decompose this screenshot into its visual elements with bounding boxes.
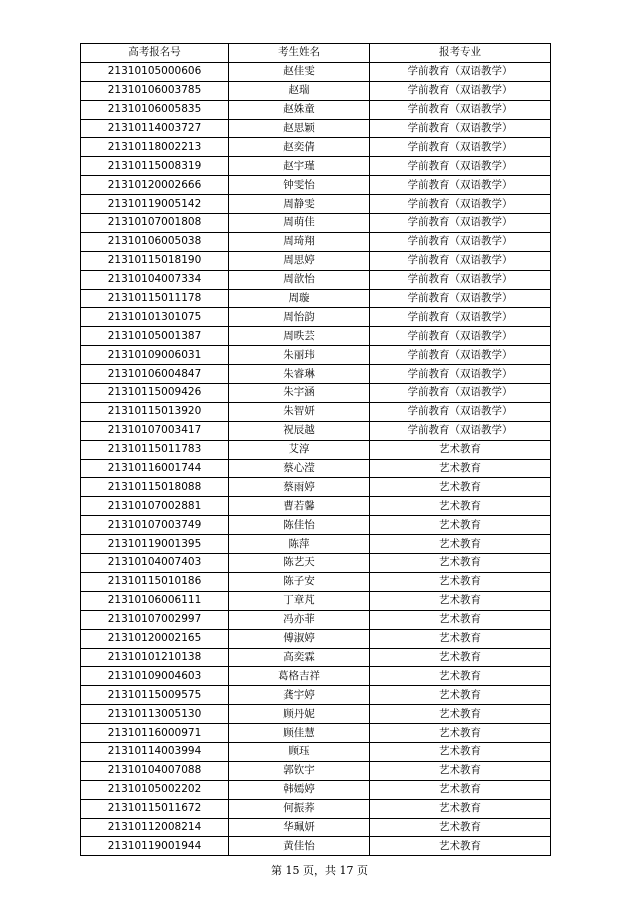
cell-major: 艺术教育	[370, 761, 551, 780]
cell-major: 艺术教育	[370, 478, 551, 497]
cell-registration-number: 21310107001808	[81, 214, 229, 233]
cell-student-name: 周思婷	[229, 251, 370, 270]
table-row	[81, 327, 551, 346]
cell-student-name: 蔡雨婷	[229, 478, 370, 497]
cell-student-name: 周怡韵	[229, 308, 370, 327]
cell-student-name: 高奕霖	[229, 648, 370, 667]
table-row	[81, 81, 551, 100]
table-row	[81, 667, 551, 686]
cell-registration-number: 21310115008319	[81, 157, 229, 176]
cell-student-name: 周琦翔	[229, 232, 370, 251]
cell-major: 艺术教育	[370, 686, 551, 705]
cell-student-name: 葛格吉祥	[229, 667, 370, 686]
cell-student-name: 赵佳雯	[229, 62, 370, 81]
cell-registration-number: 21310106004847	[81, 365, 229, 384]
cell-major: 艺术教育	[370, 837, 551, 856]
cell-major: 艺术教育	[370, 742, 551, 761]
cell-student-name: 赵宇瑾	[229, 157, 370, 176]
cell-major: 艺术教育	[370, 629, 551, 648]
table-row	[81, 384, 551, 403]
cell-major: 学前教育（双语教学）	[370, 176, 551, 195]
cell-major: 艺术教育	[370, 440, 551, 459]
cell-major: 学前教育（双语教学）	[370, 402, 551, 421]
table-row	[81, 157, 551, 176]
table-row	[81, 837, 551, 856]
cell-student-name: 顾佳慧	[229, 724, 370, 743]
cell-student-name: 朱智妍	[229, 402, 370, 421]
cell-registration-number: 21310105000606	[81, 62, 229, 81]
cell-student-name: 钟雯怡	[229, 176, 370, 195]
table-row	[81, 138, 551, 157]
cell-student-name: 陈佳怡	[229, 516, 370, 535]
cell-registration-number: 21310119001395	[81, 535, 229, 554]
cell-registration-number: 21310101301075	[81, 308, 229, 327]
cell-student-name: 赵思颖	[229, 119, 370, 138]
cell-student-name: 周璇	[229, 289, 370, 308]
cell-major: 艺术教育	[370, 459, 551, 478]
cell-major: 学前教育（双语教学）	[370, 157, 551, 176]
cell-major: 学前教育（双语教学）	[370, 308, 551, 327]
cell-student-name: 顾珏	[229, 742, 370, 761]
table-row	[81, 742, 551, 761]
table-row	[81, 176, 551, 195]
cell-major: 学前教育（双语教学）	[370, 62, 551, 81]
cell-major: 学前教育（双语教学）	[370, 81, 551, 100]
cell-major: 艺术教育	[370, 497, 551, 516]
cell-major: 学前教育（双语教学）	[370, 251, 551, 270]
cell-registration-number: 21310118002213	[81, 138, 229, 157]
cell-major: 学前教育（双语教学）	[370, 214, 551, 233]
header-registration-number: 高考报名号	[81, 44, 229, 63]
cell-major: 艺术教育	[370, 667, 551, 686]
table-row	[81, 100, 551, 119]
cell-registration-number: 21310105001387	[81, 327, 229, 346]
cell-registration-number: 21310115011783	[81, 440, 229, 459]
cell-student-name: 周萌佳	[229, 214, 370, 233]
cell-major: 学前教育（双语教学）	[370, 289, 551, 308]
table-row	[81, 686, 551, 705]
cell-registration-number: 21310107003749	[81, 516, 229, 535]
cell-registration-number: 21310115011178	[81, 289, 229, 308]
table-row	[81, 724, 551, 743]
cell-major: 艺术教育	[370, 780, 551, 799]
cell-student-name: 朱丽玮	[229, 346, 370, 365]
cell-registration-number: 21310106005038	[81, 232, 229, 251]
cell-registration-number: 21310114003994	[81, 742, 229, 761]
cell-registration-number: 21310115018190	[81, 251, 229, 270]
cell-registration-number: 21310116000971	[81, 724, 229, 743]
cell-major: 学前教育（双语教学）	[370, 100, 551, 119]
cell-student-name: 赵瑞	[229, 81, 370, 100]
cell-registration-number: 21310115009426	[81, 384, 229, 403]
cell-major: 学前教育（双语教学）	[370, 384, 551, 403]
cell-student-name: 丁章芃	[229, 591, 370, 610]
cell-student-name: 朱宇涵	[229, 384, 370, 403]
cell-student-name: 赵奕倩	[229, 138, 370, 157]
table-row	[81, 648, 551, 667]
table-row	[81, 365, 551, 384]
cell-registration-number: 21310105002202	[81, 780, 229, 799]
cell-major: 学前教育（双语教学）	[370, 195, 551, 214]
cell-registration-number: 21310119001944	[81, 837, 229, 856]
cell-student-name: 周歆怡	[229, 270, 370, 289]
table-row	[81, 119, 551, 138]
table-row	[81, 421, 551, 440]
cell-major: 艺术教育	[370, 818, 551, 837]
table-row	[81, 62, 551, 81]
cell-major: 学前教育（双语教学）	[370, 138, 551, 157]
cell-major: 艺术教育	[370, 591, 551, 610]
cell-major: 艺术教育	[370, 705, 551, 724]
table-row	[81, 610, 551, 629]
table-row	[81, 195, 551, 214]
cell-student-name: 傅淑婷	[229, 629, 370, 648]
cell-major: 艺术教育	[370, 516, 551, 535]
table-row	[81, 799, 551, 818]
cell-registration-number: 21310104007334	[81, 270, 229, 289]
cell-registration-number: 21310120002666	[81, 176, 229, 195]
cell-registration-number: 21310112008214	[81, 818, 229, 837]
cell-student-name: 顾丹妮	[229, 705, 370, 724]
table-row	[81, 289, 551, 308]
table-row	[81, 478, 551, 497]
cell-student-name: 陈萍	[229, 535, 370, 554]
cell-registration-number: 21310115010186	[81, 572, 229, 591]
cell-major: 艺术教育	[370, 648, 551, 667]
cell-student-name: 曹若馨	[229, 497, 370, 516]
cell-student-name: 周昳芸	[229, 327, 370, 346]
table-row	[81, 591, 551, 610]
cell-major: 艺术教育	[370, 572, 551, 591]
cell-student-name: 蔡心滢	[229, 459, 370, 478]
table-header-row	[81, 44, 551, 63]
cell-student-name: 郭钦宇	[229, 761, 370, 780]
table-row	[81, 232, 551, 251]
table-row	[81, 818, 551, 837]
cell-major: 艺术教育	[370, 554, 551, 573]
cell-registration-number: 21310109006031	[81, 346, 229, 365]
cell-registration-number: 21310101210138	[81, 648, 229, 667]
cell-registration-number: 21310106005835	[81, 100, 229, 119]
cell-major: 学前教育（双语教学）	[370, 232, 551, 251]
table-row	[81, 761, 551, 780]
cell-student-name: 赵姝童	[229, 100, 370, 119]
cell-registration-number: 21310115009575	[81, 686, 229, 705]
cell-registration-number: 21310107002881	[81, 497, 229, 516]
cell-registration-number: 21310107002997	[81, 610, 229, 629]
table-row	[81, 497, 551, 516]
cell-registration-number: 21310109004603	[81, 667, 229, 686]
table-row	[81, 554, 551, 573]
cell-student-name: 艾淳	[229, 440, 370, 459]
table-row	[81, 705, 551, 724]
cell-student-name: 冯亦菲	[229, 610, 370, 629]
table-row	[81, 346, 551, 365]
cell-registration-number: 21310120002165	[81, 629, 229, 648]
cell-student-name: 陈艺天	[229, 554, 370, 573]
cell-student-name: 龚宇婷	[229, 686, 370, 705]
cell-major: 学前教育（双语教学）	[370, 119, 551, 138]
cell-major: 艺术教育	[370, 799, 551, 818]
cell-registration-number: 21310104007403	[81, 554, 229, 573]
cell-major: 学前教育（双语教学）	[370, 365, 551, 384]
cell-registration-number: 21310107003417	[81, 421, 229, 440]
cell-registration-number: 21310119005142	[81, 195, 229, 214]
table-row	[81, 629, 551, 648]
admission-roster-table	[80, 43, 551, 856]
cell-major: 学前教育（双语教学）	[370, 270, 551, 289]
cell-student-name: 华珮妍	[229, 818, 370, 837]
page-footer: 第 15 页，共 17 页	[271, 864, 368, 877]
cell-major: 艺术教育	[370, 535, 551, 554]
cell-registration-number: 21310113005130	[81, 705, 229, 724]
cell-registration-number: 21310116001744	[81, 459, 229, 478]
table-row	[81, 402, 551, 421]
cell-registration-number: 21310115011672	[81, 799, 229, 818]
cell-registration-number: 21310115018088	[81, 478, 229, 497]
cell-student-name: 陈子安	[229, 572, 370, 591]
table-row	[81, 572, 551, 591]
header-student-name: 考生姓名	[229, 44, 370, 63]
table-row	[81, 308, 551, 327]
table-row	[81, 780, 551, 799]
table-row	[81, 459, 551, 478]
table-row	[81, 251, 551, 270]
cell-registration-number: 21310115013920	[81, 402, 229, 421]
table-row	[81, 440, 551, 459]
cell-student-name: 朱睿琳	[229, 365, 370, 384]
cell-registration-number: 21310114003727	[81, 119, 229, 138]
cell-registration-number: 21310104007088	[81, 761, 229, 780]
cell-major: 学前教育（双语教学）	[370, 346, 551, 365]
cell-student-name: 何振荞	[229, 799, 370, 818]
table-row	[81, 535, 551, 554]
cell-major: 艺术教育	[370, 610, 551, 629]
cell-registration-number: 21310106003785	[81, 81, 229, 100]
cell-major: 学前教育（双语教学）	[370, 327, 551, 346]
cell-student-name: 韩嫣婷	[229, 780, 370, 799]
cell-major: 学前教育（双语教学）	[370, 421, 551, 440]
cell-student-name: 黄佳怡	[229, 837, 370, 856]
header-major: 报考专业	[370, 44, 551, 63]
cell-major: 艺术教育	[370, 724, 551, 743]
table-row	[81, 516, 551, 535]
table-body	[81, 62, 551, 855]
cell-registration-number: 21310106006111	[81, 591, 229, 610]
table-row	[81, 214, 551, 233]
table-row	[81, 270, 551, 289]
cell-student-name: 周静雯	[229, 195, 370, 214]
cell-student-name: 祝辰越	[229, 421, 370, 440]
